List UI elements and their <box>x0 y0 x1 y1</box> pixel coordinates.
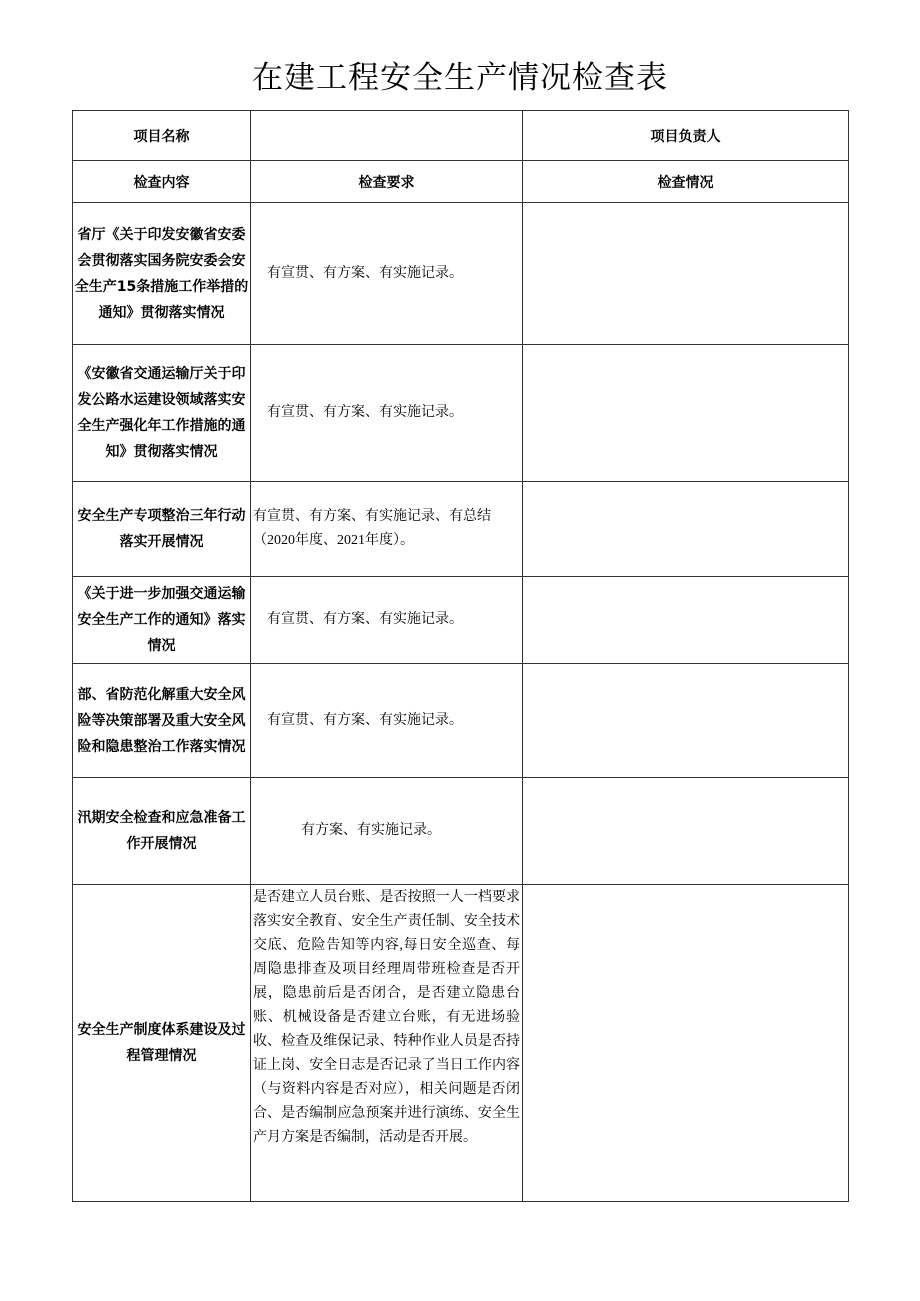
table-row <box>73 482 849 577</box>
inspection-table <box>72 110 849 1202</box>
check-requirement: 有宣贯、有方案、有实施记录。 <box>251 203 523 345</box>
check-content: 《安徽省交通运输厅关于印发公路水运建设领域落实安全生产强化年工作措施的通知》贯彻落实情况 <box>73 345 251 482</box>
table-row <box>73 664 849 778</box>
check-status[interactable] <box>523 345 849 482</box>
check-content: 部、省防范化解重大安全风险等决策部署及重大安全风险和隐患整治工作落实情况 <box>73 664 251 778</box>
check-status[interactable] <box>523 203 849 345</box>
table-row <box>73 345 849 482</box>
check-requirement: 有宣贯、有方案、有实施记录、有总结（2020年度、2021年度）。 <box>251 482 523 577</box>
table-row <box>73 778 849 885</box>
check-status[interactable] <box>523 577 849 664</box>
table-row <box>73 203 849 345</box>
check-content: 《关于进一步加强交通运输安全生产工作的通知》落实情况 <box>73 577 251 664</box>
check-requirement: 有方案、有实施记录。 <box>251 778 523 885</box>
project-row <box>73 111 849 161</box>
check-requirement: 有宣贯、有方案、有实施记录。 <box>251 345 523 482</box>
check-status[interactable] <box>523 885 849 1202</box>
column-header-row <box>73 161 849 203</box>
check-content: 汛期安全检查和应急准备工作开展情况 <box>73 778 251 885</box>
project-name-label: 项目名称 <box>73 111 251 161</box>
document-title: 在建工程安全生产情况检查表 <box>252 60 668 96</box>
project-leader-label: 项目负责人 <box>523 111 849 161</box>
check-content: 省厅《关于印发安徽省安委会贯彻落实国务院安委会安全生产15条措施工作举措的通知》贯彻落实情况 <box>73 203 251 345</box>
check-status[interactable] <box>523 778 849 885</box>
check-status[interactable] <box>523 664 849 778</box>
check-requirement: 有宣贯、有方案、有实施记录。 <box>251 577 523 664</box>
check-content: 安全生产专项整治三年行动落实开展情况 <box>73 482 251 577</box>
col-status-header: 检查情况 <box>523 161 849 203</box>
project-name-value[interactable] <box>251 111 523 161</box>
check-status[interactable] <box>523 482 849 577</box>
table-row <box>73 577 849 664</box>
check-content: 安全生产制度体系建设及过程管理情况 <box>73 885 251 1202</box>
col-requirement-header: 检查要求 <box>251 161 523 203</box>
col-content-header: 检查内容 <box>73 161 251 203</box>
check-requirement: 有宣贯、有方案、有实施记录。 <box>251 664 523 778</box>
table-row <box>73 885 849 1202</box>
check-requirement: 是否建立人员台账、是否按照一人一档要求落实安全教育、安全生产责任制、安全技术交底、危险告知等内容,每日安全巡查、每周隐患排查及项目经理周带班检查是否开展，隐患前后是否闭合，是否建立隐患台账、机械设备是否建立台账，有无进场验收、检查及维保记录、特种作业人员是否持证上岗、安全日志是否记录了当日工作内容（与资料内容是否对应），相关问题是否闭合、是否编制应急预案并进行演练、安全生产月方案是否编制，活动是否开展。 <box>251 885 523 1202</box>
